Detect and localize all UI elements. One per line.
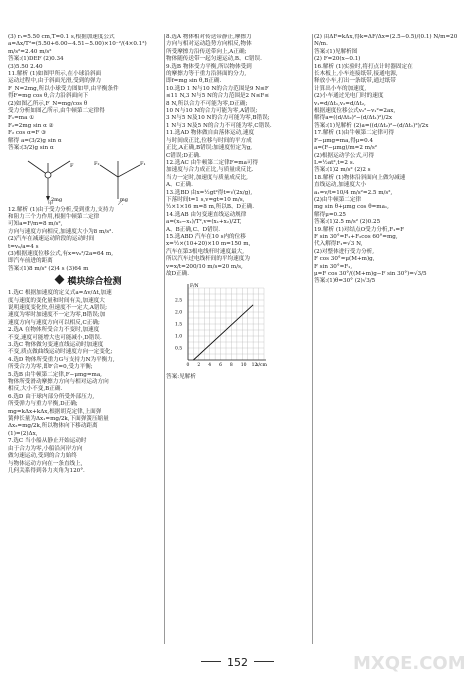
text-line: (2)对整体进行受力分析, [314,248,375,255]
text-line: 2.选A 在物体所受合力不变时,加速度 [8,327,100,334]
text-line: 所以汽车过电线杆间的平均速度为 [166,256,250,263]
text-line: 下落时间t=1 s,v=gt=10 m/s, [166,196,245,203]
text-line: 速度方向与速度方向可以相反,C正确; [8,319,100,326]
text-line: 说明速度变化快,但速度不一定大,A错误; [8,304,107,311]
text-line: 根据速度位移公式v₂²−v₁²=2ax, [314,108,396,115]
text-line: 答案:(1)2.5 m/s² (2)0.25 [314,219,381,226]
text-line: 14.选AB 由匀变速直线运动规律 [166,211,247,218]
label-F: F [70,162,74,169]
text-line: 16.解析 (1)实验时,将打点计时器固定在 [314,63,413,70]
x-axis-label: x/cm [256,363,267,369]
text-line: (2)由牛顿第二定律 [314,196,362,203]
text-line: 13.选BD 由x=½gt²得t=√(2x/g), [166,189,253,196]
text-line: (1)=(2)Δx, [8,430,38,437]
text-line: mg=kΔx+kΔx,根据胡克定律,上面弹 [8,408,102,415]
text-line: 所受合力为零,即F合=0,受力平衡; [8,364,93,371]
text-line: 3 N与5 N及10 N的合力可能为零,B错误; [166,115,270,122]
text-line: A、C正确. [166,182,193,189]
x-tick-label: 2 [197,363,201,369]
text-line: 7.选C 当小船从静止开始运动时 [8,438,87,445]
text-line: 5.选B 由牛顿第二定律,F−μmg=ma, [8,371,102,378]
text-line: 加速度与合力成正比,与质量成反比. [166,167,254,174]
caption-a: 甲 [48,200,54,205]
text-line: 代入解得F₁=√3 N, [314,241,363,248]
y-axis-label: F/N [190,284,199,290]
text-line: Δx₂=mg/2k,所以物体向下移动距离 [8,423,98,430]
watermark-logo [349,639,469,679]
text-line: (3) r₁=5.50 cm,T=0.1 s,根据加速度公式 [8,34,115,40]
text-line: 度与速度的变化量和时间有关,加速度大 [8,297,105,304]
force-arrow-left [28,161,48,175]
x-tick-label: 0 [186,363,190,369]
text-line: 长木板上,小车连接纸带,接通电源, [314,71,398,78]
force-arrow-b-right [118,165,140,177]
text-line: 9.选B 物体受力平衡,所以物体受到 [166,63,252,70]
text-line: a=(x₂−x₁)/T²,v=(x₁+x₂)/2T, [166,219,242,226]
text-line: (3)5.50 2.40 [8,63,43,70]
text-line: (2)小车通过光电门时的速度 [314,93,384,100]
text-line: 方向与速度方向相反,加速度大小为8 m/s². [8,228,114,235]
text-line: 答案:(1)见解析图 [314,48,358,55]
text-line: 受力分析如图乙所示,由牛顿第二定律得 [8,108,105,115]
series-line [193,305,253,360]
text-line: 簧伸长量为Δx₁=mg/2k,下面弹簧压缩量 [8,416,109,423]
ball [45,172,51,178]
text-line: F−μmg=ma,得μ=0.4 [314,137,374,144]
text-line: 解得a=((d/Δt₂)²−(d/Δt₁)²)/2x [314,115,393,122]
chart-svg [174,280,269,372]
text-line: 所受摩擦力沿传送带向上,A正确; [166,48,247,55]
text-line: a₁=v/t=10/4 m/s²=2.5 m/s², [314,189,393,196]
col1-mid-block [8,207,166,274]
text-line: 11.选AD 物体做自由落体运动,速度 [166,130,255,137]
text-line: F sin 30°=F₁, [314,263,353,270]
label-F1: F₁ [140,160,146,167]
text-line: 正比,A正确,B错误;加速度恒定为g, [166,145,253,152]
text-line: 做匀速运动,受到的合力始终 [8,453,77,460]
col2-text-block [166,34,314,278]
text-line: 12.解析 (1)由于受力分析,受到重力,支持力 [8,206,115,213]
text-line: (2) F=20(x−0.1) [314,56,361,63]
text-line: 17.解析 (1)由牛顿第二定律可得 [314,130,395,137]
text-line: μ=F cos 30°/((M+m)g−F sin 30°)=√3/5 [314,271,427,277]
text-line: 直线运动,加速度大小 [314,182,367,189]
x-tick-label: 4 [208,363,212,369]
text-line: 1 N与3 N及5 N的合力不可能为零,C错误. [166,122,272,129]
text-line: 15.选ABD 汽车在10 s内的位移 [166,233,246,240]
text-line: 几何关系得到各力夹角为120°. [8,467,85,474]
text-line: 得F=mg cos θ,合力沿斜面向下 [8,93,89,100]
watermark-text: MXQE.COM [353,653,466,674]
y-tick-label: 2.0 [175,310,183,316]
text-line: 与物体运动方向在一条直线上, [8,460,83,467]
text-line: 答案:(1)8 m/s² (2)4 s (3)64 m [8,265,89,272]
text-line: C错误;D正确. [166,152,201,159]
text-line: 8 N,所以合力不可能为零,D正确; [166,100,248,107]
text-line: 可知a=F/m=8 m/s², [8,221,63,228]
text-line: v=x/t=200/10 m/s=20 m/s, [166,263,243,270]
label-F2: F₂ [94,160,100,167]
text-line: 6.选D 由于球内部分所受外部压力, [8,393,95,400]
text-line: 不变,速度可能增大也可能减小,D错误. [8,334,102,341]
text-line: 10 N与10 N的合力可能为零,A错误; [166,108,258,115]
text-line: F sin 30°=F₁+F₂cos 60°=mg, [314,233,398,240]
text-line: t=v₀/a=4 s [8,243,39,250]
text-line: L=½at²,t=2 s. [314,159,355,166]
text-line: 速度为零时加速度不一定为零,B错误;加 [8,312,106,319]
col3-text-block [314,34,470,286]
text-line: (2)如图乙所示,F_N=mg/cos θ [8,100,88,107]
text-line: 汽车在第3根电线杆时速度最大, [166,248,245,255]
text-line: 18.解析 (1)物体沿斜面向上做匀减速 [314,174,406,181]
x-tick-label: 10 [240,363,247,369]
y-tick-label: 1.0 [175,334,183,340]
text-line: (2)根据运动学公式,可得 [314,152,375,159]
text-line: 答案:(3/2)g sin α [8,145,54,152]
force-diagram-svg [8,155,158,205]
page-number-dash-left [201,661,221,662]
text-line: v₁=d/Δt₁,v₂=d/Δt₂, [314,100,366,107]
text-line: ≤11 N,3 N与5 N的合力范围是2 N≤F≤ [166,93,270,100]
column-middle [166,34,314,646]
text-line: 的摩擦力等于重力沿斜面的分力, [166,71,247,78]
section-heading-text: 模块综合检测 [67,277,122,288]
text-line: 不变,质点做曲线运动时速度方向一定变化; [8,349,113,356]
text-line: 所受弹力与重力平衡,D正确; [8,401,78,408]
text-line: mg sin θ+μmg cos θ=ma₁, [314,204,389,211]
label-mg: mg [120,196,128,203]
text-line: 故D正确. [166,271,190,277]
text-line: 即f=mg sin θ,B正确. [166,78,222,85]
x-tick-label: 8 [229,363,233,369]
text-line: 答案:(1)DEF (2)0.34 [8,56,64,63]
text-line: a=Δx/T²=(5.50+6.00−4.51−5.00)×10⁻²/(4×0.1²) m/s²=2.40 m/s² [8,41,147,55]
text-line: 当力一定时,加速度与质量成反比, [166,174,248,181]
text-line: 物体随传送带一起匀速运动,B、C错误. [166,56,262,63]
text-line: 释放小车,打出一条纸带,通过纸带 [314,78,396,85]
x-tick-label: 12 [251,363,258,369]
text-line: 4.选D 物体所受重力G与支持力N为平衡力, [8,356,115,363]
text-line: (3)根据速度位移公式,有x=v₀²/2a=64 m, [8,250,113,257]
page-number-dash-right [254,661,274,662]
text-line: 11.解析 (1)如图甲所示,在小球沿斜面 [8,71,102,78]
text-line: A、B正确,C、D错误. [166,226,221,233]
column-right [314,34,470,646]
text-line: x=½×(10+20)×10 m=150 m, [166,241,251,248]
text-line: 10.选D 1 N与10 N的合力范围是9 N≤F [166,85,269,92]
text-line: ½×1×16 m=8 m,所以B、D正确. [166,204,255,211]
column-left [8,34,166,646]
x-tick-label: 6 [219,363,222,369]
text-line: 计算出小车的加速度, [314,85,367,92]
text-line: 1.选C 根据加速度的定义式a=Δv/Δt,加速 [8,290,112,297]
text-line: (2) 由ΔF=kΔx,得k=ΔF/Δx=(2.5−0.5)/(0.1) N/m=20 N/m. [314,34,458,48]
col1-top-block [8,34,166,153]
force-arrow-right [48,161,70,175]
text-line: 和阻力三个力作用,根据牛顿第二定律 [8,213,100,220]
force-extension-chart [174,280,269,372]
text-line: F_N=2mg,所以小球受力图如甲,由平衡条件 [8,85,119,92]
y-tick-label: 0.5 [175,346,183,352]
text-line: 运动过程中,由于斜面光滑,受到的弹力 [8,78,102,85]
diamond-icon [55,275,65,285]
text-line: 19.解析 (1)对结点O受力分析,F₁=F [314,226,404,233]
force-diagram-pair [8,155,166,205]
text-line: 3.选C 物体做匀变速直线运动时加速度 [8,342,104,348]
text-line: 解得 a=(3/2)g sin α [8,137,62,144]
y-tick-label: 2.5 [175,298,183,304]
text-line: 8.选A 物体相对传送带静止,摩擦力 [166,34,252,40]
text-line: F₂=2mg sin α ② [8,122,54,129]
y-tick-label: 1.5 [175,322,183,328]
text-line: 答案:(1)见解析 (2)a=((d/Δt₂)²−(d/Δt₁)²)/2x [314,122,429,129]
answer-15: 答案:见解析 [166,374,196,381]
force-arrow-b-left [100,165,118,177]
text-line: F₂ cos α=F ③ [8,130,47,137]
text-line: 相反,大小不变,B正确. [8,386,63,393]
section-heading [8,276,166,288]
col1-bottom-block [8,290,166,475]
text-line: 物体所受滑动摩擦力方向与相对运动方向 [8,379,109,386]
text-line: 12.选AC 由牛顿第二定律F=ma可得 [166,159,259,166]
page-number-text: 152 [227,656,248,669]
text-line: F cos 30°=μ(M+m)g, [314,256,375,263]
text-line: 解得μ=0.25 [314,211,346,218]
text-line: 由于合力为零,小船沿河岸方向 [8,445,83,452]
text-line: 答案:(1)θ=30° (2)√3/5 [314,278,376,285]
text-line: (2)汽车在减速运动阶段的运动时间 [8,236,95,243]
caption-b: 乙 [118,200,124,205]
text-line: 即汽车前进的距离 [8,258,53,265]
text-line: 答案:(1)2 m/s² (2)2 s [314,167,371,174]
text-line: 方向与相对运动趋势方向相反,物体 [166,41,252,48]
label-2mg: 2mg [51,196,63,203]
text-line: 与时间成正比,位移与时间的平方成 [166,137,252,144]
text-line: F₁=ma ① [8,115,35,122]
text-line: a=(F−μmg)/m=2 m/s² [314,145,377,152]
